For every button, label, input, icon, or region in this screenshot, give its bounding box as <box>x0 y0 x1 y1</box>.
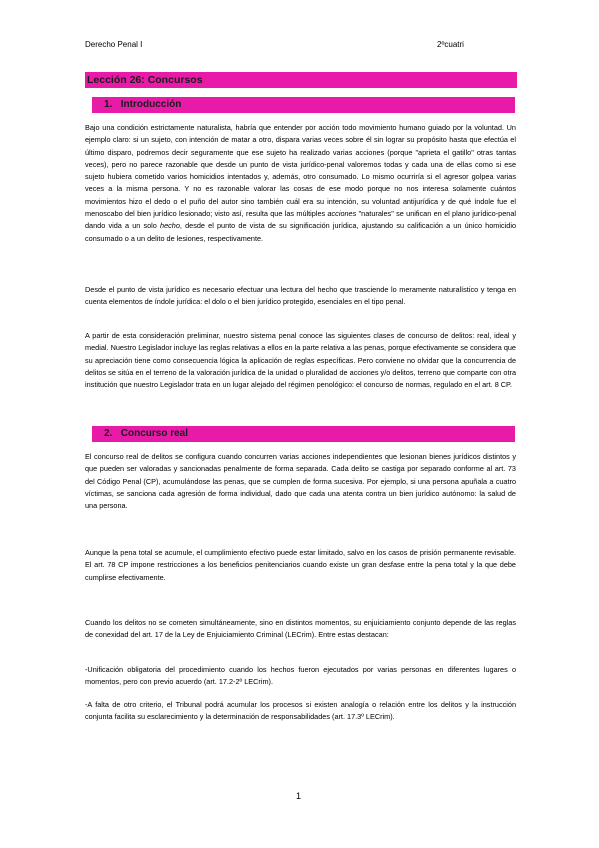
emphasis-hecho: hecho <box>160 221 180 231</box>
paragraph-real-4: -Unificación obligatoria del procedimiento cuando los hechos fueron ejecutados por varias personas en diferentes lugares o momentos, pero con previo acuerdo (art. 17.2-2º LECrim). <box>85 665 516 687</box>
paragraph-intro-2: Desde el punto de vista jurídico es necesario efectuar una lectura del hecho que trasciende lo meramente naturalístico y tenga en cuenta elementos de índole jurídica: el dolo o el bien jurídico protegido, esenciales en el tipo penal. <box>85 285 516 307</box>
paragraph-real-2: Aunque la pena total se acumule, el cumplimiento efectivo puede estar limitado, salvo en los casos de prisión permanente revisable. El art. 78 CP impone restricciones a los beneficios penitenciarios cuando existe un gran desfase entre la pena total y la que debe cumplirse efectivamente. <box>85 548 516 582</box>
paragraph-intro-1 <box>85 122 516 245</box>
paragraph-real-3: Cuando los delitos no se cometen simultáneamente, sino en distintos momentos, su enjuiciamiento conjunto depende de las reglas de conexidad del art. 17 de la Ley de Enjuiciamiento Criminal (LECrim). Entre estas destacan: <box>85 618 516 640</box>
section-heading-introduccion <box>92 97 515 113</box>
paragraph-real-5: -A falta de otro criterio, el Tribunal podrá acumular los procesos si existen analogía o relación entre los delitos y la instrucción conjunta facilita su esclarecimiento y la determinación de responsabilidades (art. 17.3º LECrim). <box>85 700 516 722</box>
page-number: 1 <box>296 791 302 801</box>
paragraph-real-1: El concurso real de delitos se configura cuando concurren varias acciones independientes que lesionan bienes jurídicos distintos y que pueden ser valoradas y sancionadas penalmente de forma separada. Cada delito se castiga por separado conforme al art. 73 del Código Penal (CP), acumulándose las penas, que se cumplen de forma sucesiva. Por ejemplo, si una persona apuñala a cuatro víctimas, se sanciona cada agresión de forma individual, dado que cada una atenta contra un bien jurídico autónomo: la salud de una persona. <box>85 452 516 511</box>
section-number: 1. <box>104 99 113 110</box>
lesson-title: Lección 26: Concursos <box>85 72 517 88</box>
text-run: Bajo una condición estrictamente naturalista, habría que entender por acción todo movimiento humano guiado por la voluntad. Un ejemplo claro: si un sujeto, con intención de matar a otro, dispara varias veces sobre él sin lograr su propósito hasta que efectúa el último disparo, podremos decir seguramente que ese sujeto ha realizado varias acciones (porque "aprieta el gatillo" otras tantas veces), pero no parece razonable que desde un punto de vista jurídico-penal valoremos todas y cada una de ellas como si ese sujeto hubiera cometido varios homicidios intentados y, además, otro consumado. Lo mismo ocurriría si el agresor golpea varias veces a la misma persona. Y no es razonable valorar las cosas de ese modo porque no nos interesa solamente cuántos movimientos hizo el dedo o el puño del autor sino también cuál era su intención, su voluntad antijurídica y de qué índole fue el menoscabo del bien jurídico lesionado; visto así, resulta que las múltiples <box>85 123 516 219</box>
paragraph-intro-3: A partir de esta consideración preliminar, nuestro sistema penal conoce las siguientes clases de concurso de delitos: real, ideal y medial. Nuestro Legislador incluye las reglas relativas a ellos en la parte relativa a las penas, porque efectivamente se considera que su apreciación tiene como consecuencia lógica la aplicación de reglas específicas. Pero conviene no olvidar que la concurrencia de delitos se sitúa en el terreno de la valoración jurídica de la unidad o pluralidad de acciones y/o delitos, terreno que comparte con otra institución que nuestro Legislador trata en un lugar alejado del régimen penológico: el concurso de normas, regulado en el art. 8 CP. <box>85 331 516 390</box>
header-term: 2ºcuatri <box>437 40 464 49</box>
section-number: 2. <box>104 428 113 439</box>
section-heading-concurso-real <box>92 426 515 442</box>
header-course: Derecho Penal I <box>85 40 143 49</box>
text-run: , desde el punto de vista de su significación jurídica, ajustando su calificación a un único homicidio consumado o a un delito de lesiones, respectivamente. <box>85 221 517 243</box>
emphasis-acciones: acciones <box>327 209 357 219</box>
section-title: Introducción <box>120 99 182 110</box>
text-run: "naturales" se unifican en el plano jurídico-penal dando vida a un solo <box>85 209 516 231</box>
section-title: Concurso real <box>120 428 189 439</box>
